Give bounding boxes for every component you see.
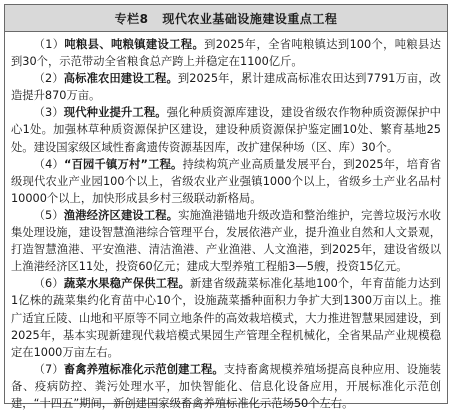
project-item-7 — [11, 361, 441, 412]
item-title: 畜禽养殖标准化示范创建工程。 — [63, 362, 224, 376]
item-text: 支持畜禽规模养殖场提高良种应用、设施装备、疫病防控、粪污处理水平，加快智能化、信息化设备应用，开展标准化示范创建，“十四五”期间，新创建国家级畜禽养殖标准化示范场50个左右。 — [11, 362, 441, 410]
item-title: 渔港经济区建设工程。 — [63, 208, 179, 222]
box-header — [5, 5, 447, 32]
item-title: 吨粮县、吨粮镇建设工程。 — [64, 38, 205, 51]
item-title: 高标准农田建设工程。 — [63, 72, 178, 86]
box-title: 现代农业基础设施建设重点工程 — [162, 11, 338, 26]
item-number: （2） — [33, 72, 64, 86]
item-text: 实施渔港锚地升级改造和整治维护，完善垃圾污水收集处理设施，建设智慧渔港综合管理平台，发展依港产业，提升渔业自然和人文景观，打造智慧渔港、平安渔港、清洁渔港、产业渔港、人文渔港，到2025年，建设省级以上渔港经济区11处，投资60亿元；建成大型养殖工程船3—5艘，投资15亿元。 — [11, 208, 441, 274]
project-item-3 — [11, 104, 441, 155]
item-number: （3） — [33, 106, 64, 120]
box-label: 专栏8 — [114, 11, 149, 26]
item-text: 持续构筑产业高质量发展平台，到2025年，培育省级现代农业产业园100个以上，省级农业产业强镇1000个以上，省级乡土产业名品村10000个以上，加快形成县乡村三级联动新格局。 — [11, 157, 441, 205]
project-item-2 — [11, 70, 441, 104]
item-title: 现代种业提升工程。 — [63, 106, 167, 120]
box-content — [5, 32, 447, 412]
item-text: 到2025年，累计建成高标准农田达到7791万亩，改造提升870万亩。 — [11, 72, 441, 103]
item-title: “百园千镇万村”工程。 — [63, 157, 183, 171]
item-text: 到2025年，全省吨粮镇达到100个，吨粮县达到30个，示范带动全省粮食总产跨上并稳定在1100亿斤。 — [11, 38, 441, 69]
item-number: （7） — [33, 362, 64, 376]
item-number: （4） — [33, 157, 64, 171]
item-number: （6） — [33, 277, 64, 291]
feature-box — [4, 4, 448, 410]
project-item-5 — [11, 207, 441, 275]
item-text: 新建省级蔬菜标准化基地100个，年育苗能力达到1亿株的蔬菜集约化育苗中心10个，设施蔬菜播种面积力争扩大到1300万亩以上。推广适宜丘陵、山地和平原等不同立地条件的高效栽培模式，大力推进智慧果园建设，到2025年，基本实现新建现代栽培模式果园生产管理全程机械化，全省果品产业规模稳定在1000万亩左右。 — [11, 277, 441, 359]
item-text: 强化种质资源库建设，建设省级农作物种质资源保护中心1处。加强林草种质资源保护区建设，建设种质资源保护鉴定圃10处、繁育基地25处。建设国家级区域性畜禽遗传资源基因库，改扩建保种场（区、库）30个。 — [11, 106, 441, 154]
item-title: 蔬菜水果稳产保供工程。 — [63, 277, 191, 291]
project-item-1 — [11, 36, 441, 70]
item-number: （5） — [33, 208, 64, 222]
project-item-6 — [11, 275, 441, 360]
project-item-4 — [11, 156, 441, 207]
item-number: （1） — [33, 38, 65, 51]
